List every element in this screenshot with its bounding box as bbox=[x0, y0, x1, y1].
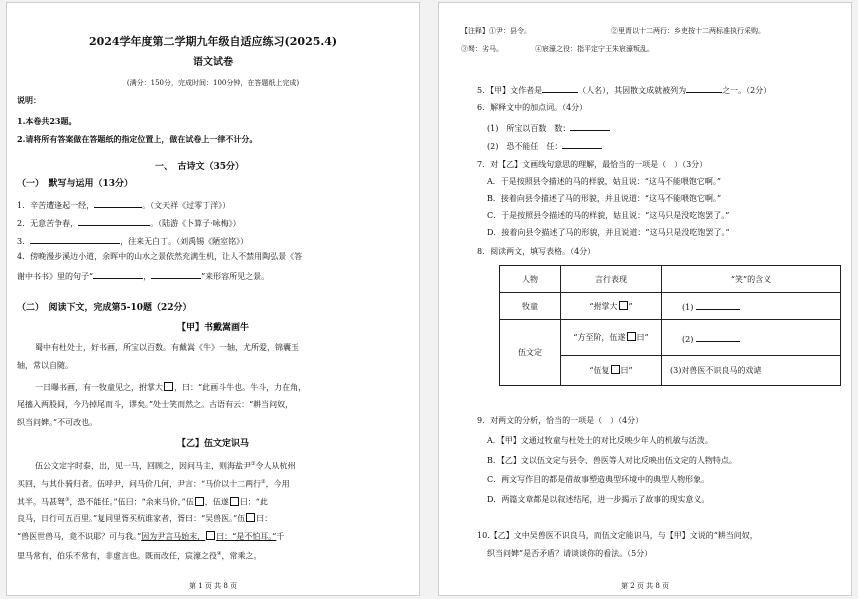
table-cell: 牧童 bbox=[500, 293, 561, 320]
question-9-option-c: C．两文写作目的都是借故事塑造典型环境中的典型人物形象。 bbox=[487, 475, 710, 484]
exam-info: (满分：150分，完成时间：100分钟，在答题纸上完成) bbox=[126, 79, 300, 87]
question-9-option-a: A．【甲】文通过牧童与杜处士的对比反映少年人的机敏与活泼。 bbox=[487, 436, 713, 445]
question-10-line-2: 织当问婢”是否矛盾？请谈谈你的看法。（5分） bbox=[487, 549, 653, 558]
jia-paragraph-2-line-2: 尾搐入两股间，今乃掉尾而斗，谬矣。”处士笑而然之。古语有云：“耕当问奴， bbox=[17, 400, 294, 409]
jia-paragraph-2-line-1: 一日曝书画，有一牧童见之，拊掌大 ，曰：“此画斗牛也。牛斗，力在角， bbox=[35, 383, 307, 392]
exam-page-1 bbox=[6, 2, 420, 596]
question-5: 5．【甲】文作者是 （人名），其因散文成就被列为 之一。（2分） bbox=[477, 83, 771, 96]
table-cell: (3)对兽医不识良马的戏谑 bbox=[662, 356, 841, 386]
question-6-item-2: (2) 恐不能任 任： bbox=[487, 139, 602, 152]
exam-title: 2024学年度第二学期九年级自适应练习(2025.4) bbox=[88, 35, 338, 48]
page-footer: 第 2 页 共 8 页 bbox=[620, 582, 670, 590]
question-2: 2．无意苦争春， 。（陆游《卜算子·咏梅》） bbox=[17, 216, 241, 229]
table-header-row bbox=[500, 266, 841, 293]
table-cell: “伍复 曰” bbox=[561, 356, 662, 386]
question-8: 8．阅读两文，填写表格。（4分） bbox=[477, 247, 596, 256]
table-cell: 伍文定 bbox=[500, 320, 561, 386]
question-10-line-1: 10.【乙】文中吴兽医不识良马，而伍文定能识马，与【甲】文说的“耕当问奴， bbox=[477, 531, 758, 540]
yi-line-6: 里马常有，伯乐不常有，非虚言也。既而改任，宸濠之役④，常乘之。 bbox=[17, 551, 262, 561]
table-cell: “拊掌大 ” bbox=[561, 293, 662, 320]
blank-box bbox=[195, 497, 204, 506]
table-header: 人物 bbox=[500, 266, 561, 293]
question-9: 9．对两文的分析，恰当的一项是（ ）（4分） bbox=[477, 416, 644, 425]
question-7: 7．对【乙】文画线句意思的理解，最恰当的一项是（ ）（3分） bbox=[477, 160, 708, 169]
question-3: 3． ，往来无白丁。（刘禹锡《陋室铭》） bbox=[17, 234, 248, 247]
annotation-4: ④宸濠之役：指平定宁王朱宸濠叛乱。 bbox=[535, 45, 654, 53]
exam-subtitle: 语文试卷 bbox=[193, 57, 233, 68]
annotation-2: ②里胥以十二两行：乡吏按十二两标准执行采购。 bbox=[611, 27, 765, 35]
blank-box bbox=[246, 513, 255, 522]
text-yi-title: 【乙】伍文定识马 bbox=[176, 439, 249, 449]
blank-box bbox=[164, 382, 173, 391]
yi-line-1: 伍公文定字时泰，出，见一马，回顾之，因问马主，则海盐尹①令人从杭州 bbox=[35, 461, 296, 471]
question-1: 1．辛苦遭逢起一经， 。（文天祥《过零丁洋》） bbox=[17, 198, 230, 211]
question-9-option-d: D．两篇文章都是以叙述结尾，进一步揭示了故事的现实意义。 bbox=[487, 495, 710, 504]
table-header: “笑”的含义 bbox=[662, 266, 841, 293]
section-1-title: 一、 古诗文（35分） bbox=[155, 162, 245, 172]
page-footer: 第 1 页 共 8 页 bbox=[188, 582, 238, 590]
blank-box bbox=[230, 497, 239, 506]
yi-line-5: “兽医世兽马，竟不识耶？可与我。”因为尹言马始末， 曰：“是不怕耳。”千 bbox=[17, 532, 285, 541]
jia-paragraph-2-line-3: 织当问婢。”不可改也。 bbox=[17, 418, 98, 427]
table-header: 言行表现 bbox=[561, 266, 662, 293]
annotation-1: 【注释】①尹：县令。 bbox=[461, 27, 531, 35]
question-4-line-2: 谢中书书》里的句子“ ， ”来形容所见之景。 bbox=[17, 269, 269, 282]
question-7-option-b: B．接着向县令描述了马的形貌，并且说道：“这马不能喂饱它啊。” bbox=[487, 194, 722, 203]
part-2-title: （二） 阅读下文，完成第5-10题（22分） bbox=[17, 303, 192, 313]
jia-paragraph-1-line-1: 蜀中有杜处士，好书画，所宝以百数。有戴嵩《牛》一轴，尤所爱，锦囊玉 bbox=[35, 343, 299, 352]
exam-page-2 bbox=[438, 2, 852, 596]
part-1-title: （一） 默写与运用（13分） bbox=[17, 179, 134, 189]
annotation-3: ③驽：劣马。 bbox=[461, 45, 503, 53]
jia-paragraph-1-line-2: 轴，常以自随。 bbox=[17, 361, 73, 370]
question-7-option-c: C．于是按照县令描述的马的样貌，姑且说：“这马只是没吃饱罢了。” bbox=[487, 211, 730, 220]
table-cell: (1) bbox=[662, 293, 841, 320]
yi-line-3: 其半。马甚驽③，恐不能任。”伍曰：“余来马价，”伍 ，伍遂 曰：“此 bbox=[17, 497, 268, 507]
notes-label: 说明： bbox=[17, 95, 41, 105]
question-9-option-b: B．【乙】文以伍文定与县令、兽医等人对比反映出伍文定的人物特点。 bbox=[487, 456, 737, 465]
table-cell: (2) bbox=[662, 320, 841, 356]
question-7-option-a: A．于是按照县令描述的马的样貌，姑且说：“这马不能喂饱它啊。” bbox=[487, 177, 721, 186]
question-6-item-1: (1) 所宝以百数 数： bbox=[487, 121, 610, 134]
blank-box bbox=[206, 531, 215, 540]
note-2: 2.请将所有答案做在答题纸的指定位置上，做在试卷上一律不计分。 bbox=[17, 134, 258, 144]
question-4-line-1: 4．傍晚漫步溪边小道，余晖中的山水之景依然充满生机，让人不禁用陶弘景《答 bbox=[17, 252, 303, 261]
question-6: 6．解释文中的加点词。（4分） bbox=[477, 103, 588, 112]
table-cell: “方至阶，伍遂 曰” bbox=[561, 320, 662, 356]
note-1: 1.本卷共23题。 bbox=[17, 116, 77, 126]
table-row bbox=[500, 293, 841, 320]
text-jia-title: 【甲】书戴嵩画牛 bbox=[176, 323, 249, 333]
question-7-option-d: D．接着向县令描述了马的形貌，并且说道：“这马只是没吃饱罢了。” bbox=[487, 228, 730, 237]
yi-line-4: 良马，日行可五百里。”复同里胥买杭谁家者，胥曰：“吴兽医。”伍 曰： bbox=[17, 514, 273, 523]
question-8-table bbox=[499, 265, 841, 386]
table-row bbox=[500, 320, 841, 356]
yi-line-2: 买回，与其仆骑归者。伍呼尹，问马价几何，尹言：“马价以十二两行②，今用 bbox=[17, 479, 290, 489]
